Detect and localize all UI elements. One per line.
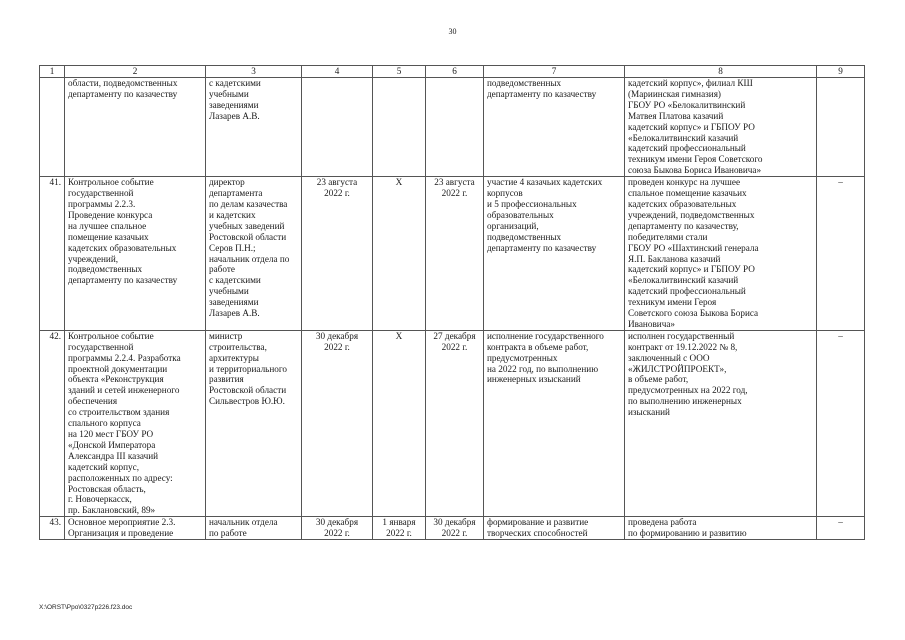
- start-date-cell: [373, 78, 426, 177]
- header-row: [40, 66, 865, 78]
- table-row: [40, 330, 865, 516]
- col-header: 8: [625, 66, 817, 78]
- table-row: [40, 78, 865, 177]
- notes-cell: –: [817, 330, 865, 516]
- event-name-cell: Контрольное событие государственной программы 2.2.4. Разработка проектной документации объекта «Реконструкция зданий и сетей инженерного обеспечения со строительством здания спального корпуса на 120 мест ГБОУ РО «Донской Императора Александра III казачий кадетский корпус, расположенных по адресу: Ростовская область, г. Новочеркасск, пр. Баклановский, 89»: [65, 330, 206, 516]
- actual-date-cell: 27 декабря 2022 г.: [426, 330, 484, 516]
- actual-result-cell: кадетский корпус», филиал КШ (Мариинская гимназия) ГБОУ РО «Белокалитвинский Матвея Платова казачий кадетский корпус» и ГБПОУ РО «Белокалитвинский казачий кадетский профессиональный техникум имени Героя Советского союза Быкова Бориса Ивановича»: [625, 78, 817, 177]
- table-row: [40, 517, 865, 540]
- notes-cell: [817, 78, 865, 177]
- planned-result-cell: подведомственных департаменту по казачеству: [484, 78, 625, 177]
- event-name-cell: области, подведомственных департаменту по казачеству: [65, 78, 206, 177]
- planned-date-cell: [302, 78, 373, 177]
- actual-date-cell: 23 августа 2022 г.: [426, 177, 484, 331]
- row-number-cell: 42.: [40, 330, 65, 516]
- col-header: 4: [302, 66, 373, 78]
- col-header: 2: [65, 66, 206, 78]
- actual-result-cell: проведена работа по формированию и развитию: [625, 517, 817, 540]
- col-header: 6: [426, 66, 484, 78]
- col-header: 1: [40, 66, 65, 78]
- col-header: 7: [484, 66, 625, 78]
- planned-date-cell: 23 августа 2022 г.: [302, 177, 373, 331]
- responsible-cell: директор департамента по делам казачества и кадетских учебных заведений Ростовской области Серов П.Н.; начальник отдела по работе с кадетскими учебными заведениями Лазарев А.В.: [206, 177, 302, 331]
- page-number: 30: [448, 27, 457, 36]
- start-date-cell: 1 января 2022 г.: [373, 517, 426, 540]
- start-date-cell: Х: [373, 177, 426, 331]
- row-number-cell: 43.: [40, 517, 65, 540]
- report-table: [39, 65, 865, 540]
- notes-cell: –: [817, 517, 865, 540]
- row-number-cell: 41.: [40, 177, 65, 331]
- responsible-cell: начальник отдела по работе: [206, 517, 302, 540]
- row-number-cell: [40, 78, 65, 177]
- planned-date-cell: 30 декабря 2022 г.: [302, 517, 373, 540]
- planned-result-cell: участие 4 казачьих кадетских корпусов и 5 профессиональных образовательных организаций, подведомственных департаменту по казачеству: [484, 177, 625, 331]
- start-date-cell: Х: [373, 330, 426, 516]
- responsible-cell: с кадетскими учебными заведениями Лазарев А.В.: [206, 78, 302, 177]
- file-path-footer: X:\ORST\Ppo\0327p226.f23.doc: [39, 604, 133, 611]
- actual-result-cell: проведен конкурс на лучшее спальное помещение казачьих кадетских образовательных учреждений, подведомственных департаменту по казачеству, победителями стали ГБОУ РО «Шахтинский генерала Я.П. Бакланова казачий кадетский корпус» и ГБПОУ РО «Белокалитвинский казачий кадетский профессиональный техникум имени Героя Советского союза Быкова Бориса Ивановича»: [625, 177, 817, 331]
- planned-date-cell: 30 декабря 2022 г.: [302, 330, 373, 516]
- responsible-cell: министр строительства, архитектуры и территориального развития Ростовской области Сильвестров Ю.Ю.: [206, 330, 302, 516]
- planned-result-cell: исполнение государственного контракта в объеме работ, предусмотренных на 2022 год, по выполнению инженерных изысканий: [484, 330, 625, 516]
- col-header: 3: [206, 66, 302, 78]
- col-header: 9: [817, 66, 865, 78]
- col-header: 5: [373, 66, 426, 78]
- actual-date-cell: 30 декабря 2022 г.: [426, 517, 484, 540]
- planned-result-cell: формирование и развитие творческих способностей: [484, 517, 625, 540]
- event-name-cell: Контрольное событие государственной программы 2.2.3. Проведение конкурса на лучшее спальное помещение казачьих кадетских образовательных учреждений, подведомственных департаменту по казачеству: [65, 177, 206, 331]
- actual-result-cell: исполнен государственный контракт от 19.12.2022 № 8, заключенный с ООО «ЖИЛСТРОЙПРОЕКТ», в объеме работ, предусмотренных на 2022 год, по выполнению инженерных изысканий: [625, 330, 817, 516]
- table-row: [40, 177, 865, 331]
- notes-cell: –: [817, 177, 865, 331]
- event-name-cell: Основное мероприятие 2.3. Организация и проведение: [65, 517, 206, 540]
- actual-date-cell: [426, 78, 484, 177]
